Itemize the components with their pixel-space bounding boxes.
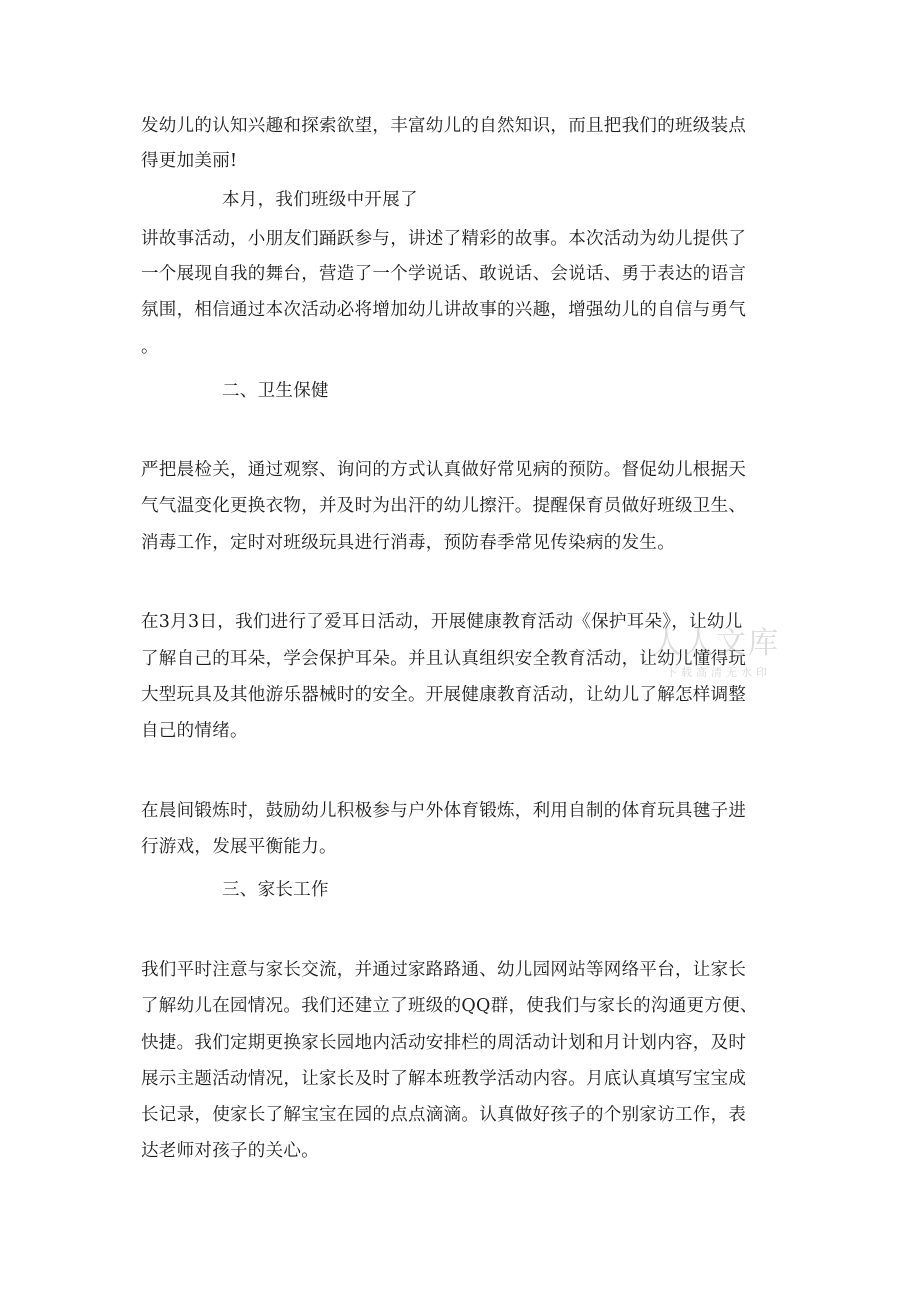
paragraph-line: 长记录，使家长了解宝宝在园的点点滴滴。认真做好孩子的个别家访工作，表 [141, 1105, 747, 1125]
paragraph-line: 在晨间锻炼时，鼓励幼儿积极参与户外体育锻炼，利用自制的体育玩具毽子进 [141, 801, 747, 821]
watermark-subtext: 下载高清无水印 [666, 666, 771, 679]
paragraph-line: 在3月3日，我们进行了爱耳日活动，开展健康教育活动《保护耳朵》，让幼儿 [141, 612, 743, 632]
paragraph-line: 严把晨检关，通过观察、询问的方式认真做好常见病的预防。督促幼儿根据天 [141, 460, 747, 480]
section-heading-parents: 三、家长工作 [222, 880, 329, 900]
paragraph-line: 消毒工作，定时对班级玩具进行消毒，预防春季常见传染病的发生。 [141, 533, 675, 553]
paragraph-line: 氛围，相信通过本次活动必将增加幼儿讲故事的兴趣，增强幼儿的自信与勇气 [141, 300, 747, 320]
paragraph-line: 展示主题活动情况，让家长及时了解本班教学活动内容。月底认真填写宝宝成 [141, 1069, 747, 1089]
paragraph-line: 讲故事活动，小朋友们踊跃参与，讲述了精彩的故事。本次活动为幼儿提供了 [141, 229, 747, 249]
paragraph-line: 了解自己的耳朵，学会保护耳朵。并且认真组织安全教育活动，让幼儿懂得玩 [141, 649, 747, 669]
paragraph-line: 本月，我们班级中开展了 [222, 190, 418, 210]
paragraph-line: 发幼儿的认知兴趣和探索欲望，丰富幼儿的自然知识，而且把我们的班级装点 [141, 116, 747, 136]
paragraph-line: 自己的情绪。 [141, 721, 248, 741]
paragraph-line: 达老师对孩子的关心。 [141, 1141, 319, 1161]
paragraph-line: 。 [141, 337, 159, 357]
paragraph-line: 气气温变化更换衣物，并及时为出汗的幼儿擦汗。提醒保育员做好班级卫生、 [141, 496, 747, 516]
paragraph-line: 了解幼儿在园情况。我们还建立了班级的QQ群，使我们与家长的沟通更方便、 [141, 996, 758, 1016]
section-heading-hygiene: 二、卫生保健 [222, 381, 329, 401]
paragraph-line: 快捷。我们定期更换家长园地内活动安排栏的周活动计划和月计划内容，及时 [141, 1033, 747, 1053]
watermark-text: 人人文库 [652, 626, 780, 661]
paragraph-line: 大型玩具及其他游乐器械时的安全。开展健康教育活动，让幼儿了解怎样调整 [141, 685, 747, 705]
paragraph-line: 得更加美丽! [141, 151, 238, 171]
paragraph-line: 我们平时注意与家长交流，并通过家路路通、幼儿园网站等网络平台，让家长 [141, 960, 747, 980]
paragraph-line: 行游戏，发展平衡能力。 [141, 837, 337, 857]
paragraph-line: 一个展现自我的舞台，营造了一个学说话、敢说话、会说话、勇于表达的语言 [141, 264, 747, 284]
